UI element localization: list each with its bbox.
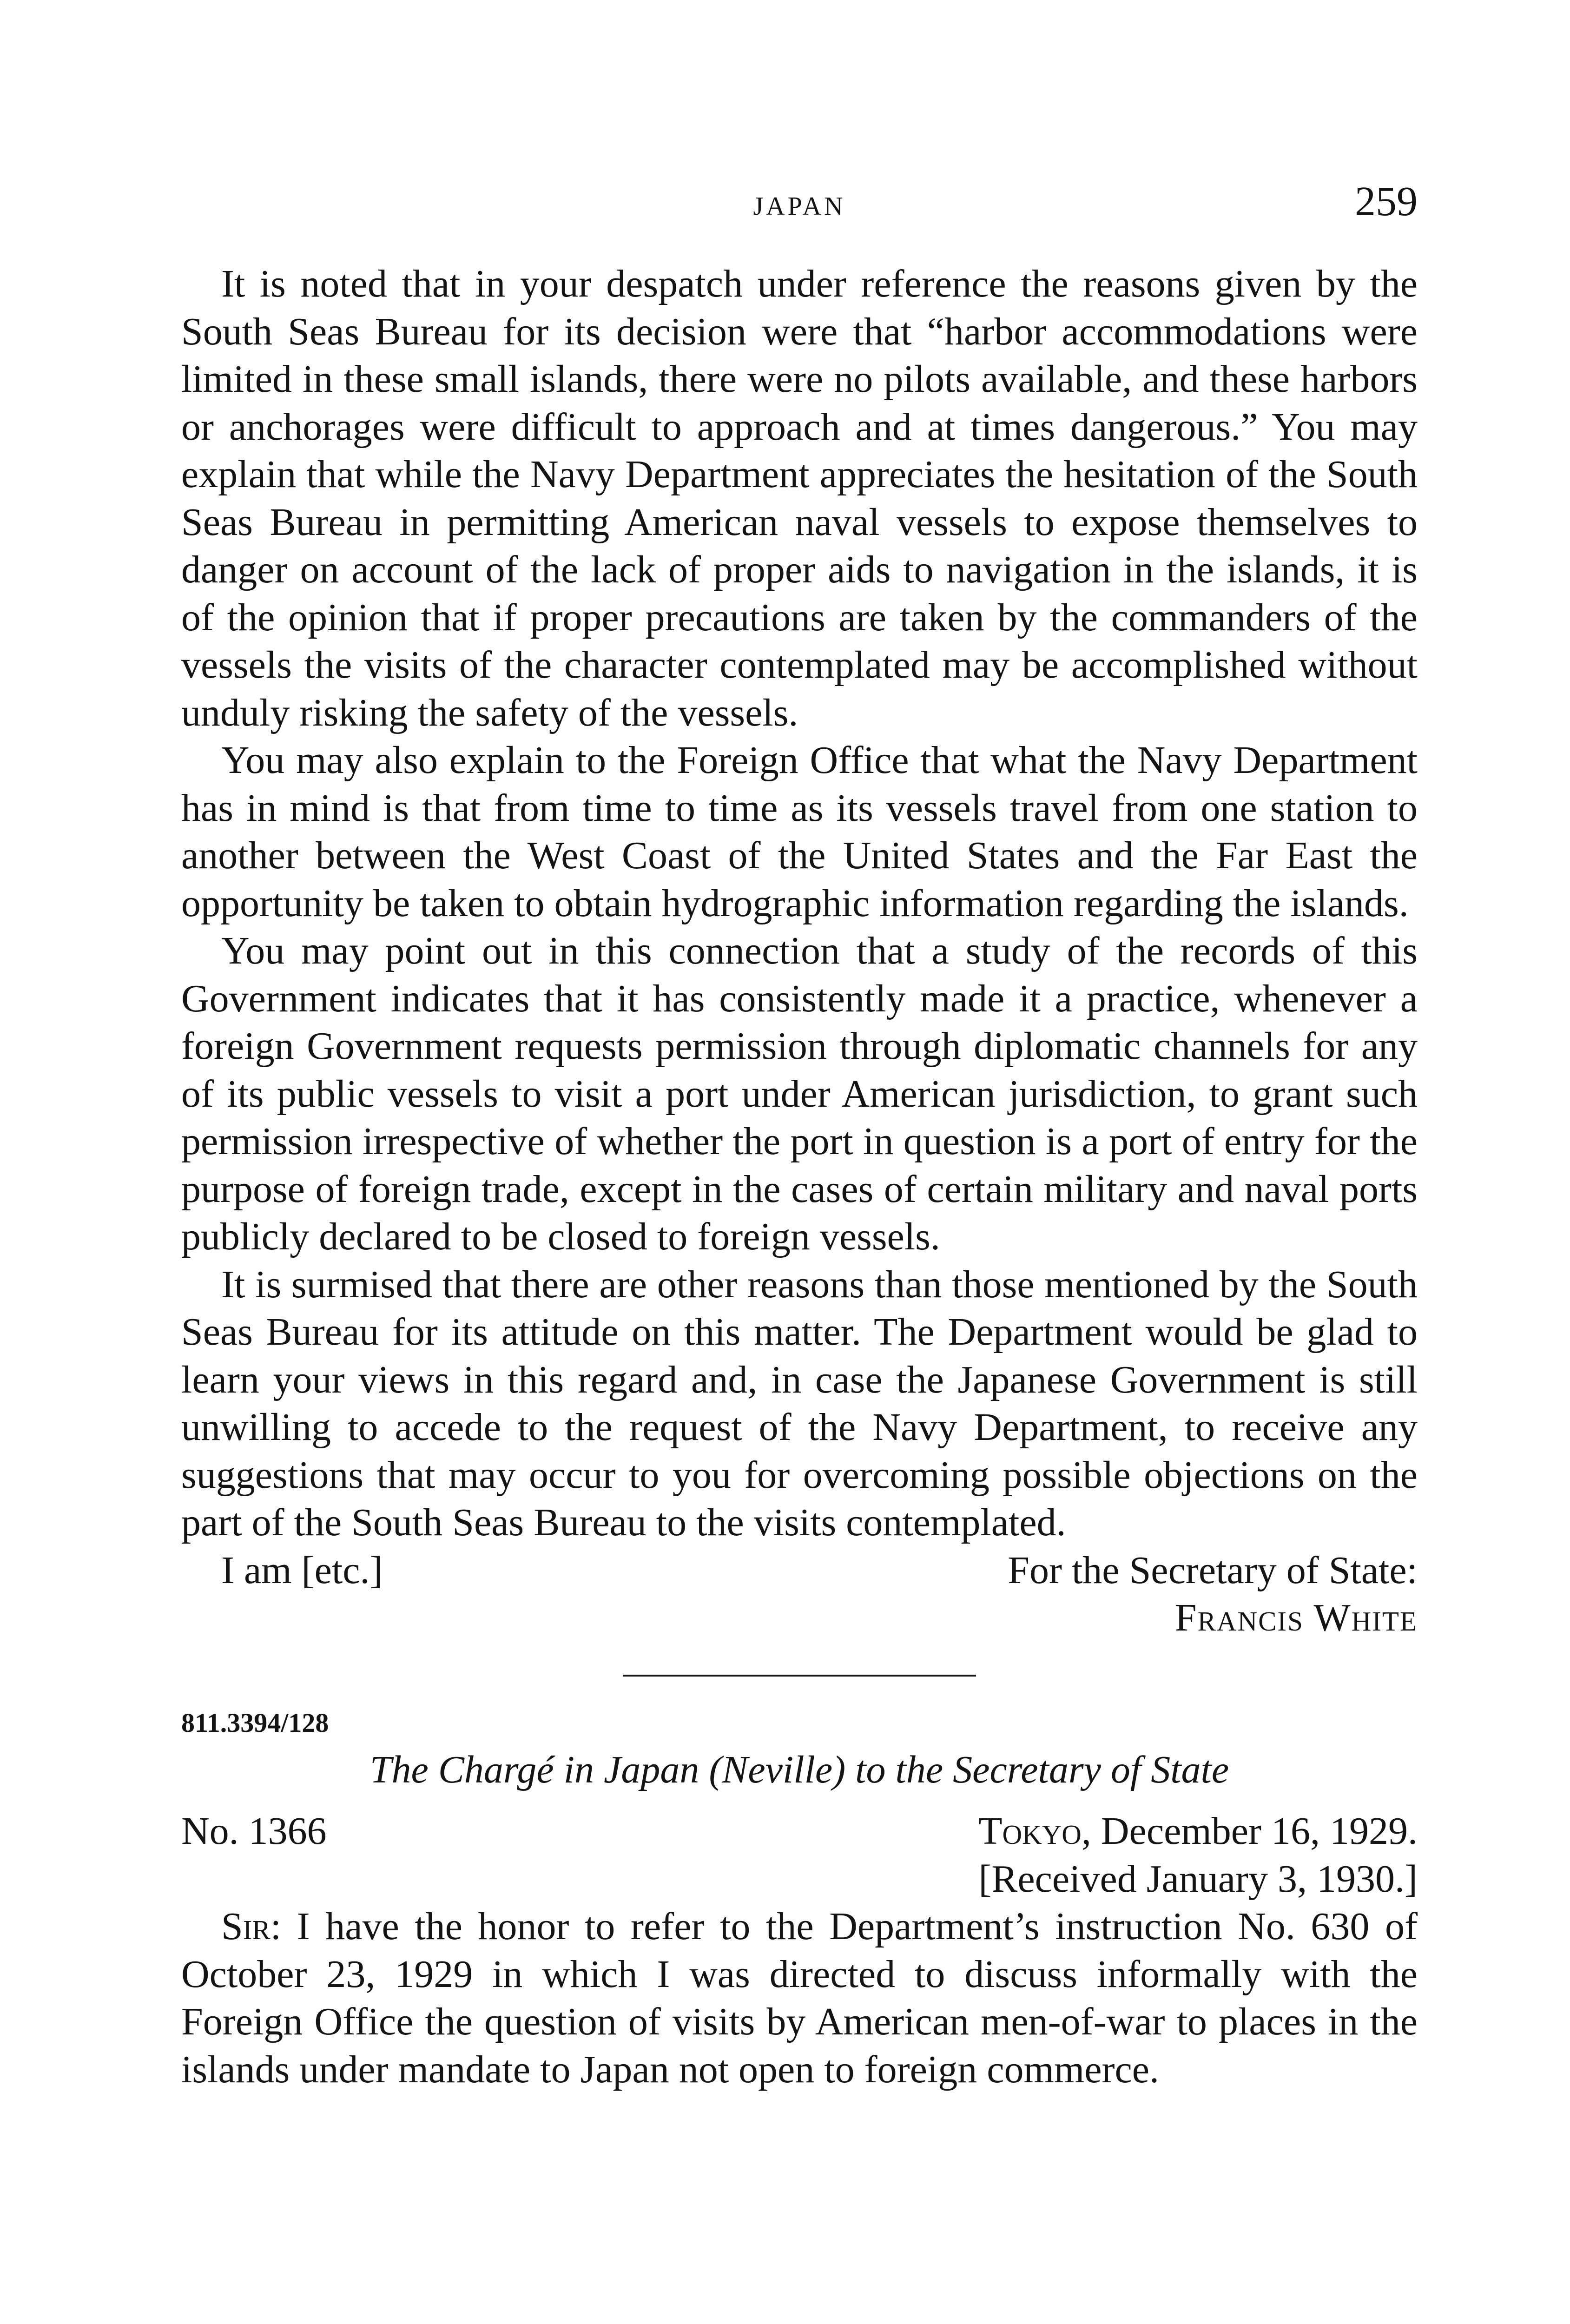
dispatch-date: , December 16, 1929. — [1081, 1809, 1418, 1853]
paragraph-government-practice: You may point out in this connection that a study of the records of this Government indicates that it has consistently made it a practice, whenever a foreign Government requests permission through diplomatic channels for any of its public vessels to visit a port under American jurisdiction, to grant such permission irrespective of whether the port in question is a port of entry for the purpose of foreign trade, except in the cases of certain military and naval ports publicly declared to be closed to foreign vessels. — [181, 929, 1418, 1258]
closing-row — [181, 1547, 1418, 1595]
salutation: Sir — [221, 1905, 270, 1948]
received-date: [Received January 3, 1930.] — [978, 1857, 1418, 1901]
dispatch-meta-row — [181, 1808, 1418, 1855]
file-number: 811.3394/128 — [181, 1707, 329, 1738]
signature: Francis White — [1174, 1596, 1418, 1639]
dispatch-dateline — [978, 1808, 1418, 1855]
closing-left: I am [etc.] — [221, 1548, 383, 1592]
page-number: 259 — [1355, 178, 1418, 224]
document-title: The Chargé in Japan (Neville) to the Secretary of State — [369, 1748, 1229, 1791]
dispatch-place: Tokyo — [978, 1809, 1082, 1853]
page-header — [181, 173, 1418, 238]
paragraph-opening — [181, 1903, 1418, 2093]
running-head: JAPAN — [753, 192, 846, 221]
closing-right: For the Secretary of State: — [1008, 1548, 1418, 1592]
section-divider — [623, 1675, 976, 1677]
paragraph-surmised-reasons: It is surmised that there are other reasons than those mentioned by the South Seas Bureau for its attitude on this matter. The Department would be glad to learn your views in this regard and, in case the Japanese Government is still unwilling to accede to the request of the Navy Department, to receive any suggestions that may occur to you for overcoming possible objections on the part of the South Seas Bureau to the visits contemplated. — [181, 1262, 1418, 1544]
paragraph-navy-intent: You may also explain to the Foreign Office that what the Navy Department has in mind is that from time to time as its vessels travel from one station to another between the West Coast of the United States and the Far East the opportunity be taken to obtain hydrographic information regarding the islands. — [181, 739, 1418, 925]
page-body — [181, 260, 1418, 2093]
paragraph-hydrographic-reasons: It is noted that in your despatch under reference the reasons given by the South Seas Bureau for its decision were that “harbor accommodations were limited in these small islands, there were no pilots available, and these harbors or anchorages were difficult to approach and at times dangerous.” You may explain that while the Navy Department appreciates the hesitation of the South Seas Bureau in permitting American naval vessels to expose themselves to danger on account of the lack of proper aids to navigation in the islands, it is of the opinion that if proper precautions are taken by the commanders of the vessels the visits of the character contemplated may be accomplished without unduly risking the safety of the vessels. — [181, 262, 1418, 734]
opening-text: : I have the honor to refer to the Department’s instruction No. 630 of October 23, 1929 in which I was directed to discuss informally with the Foreign Office the question of visits by American men-of-war to places in the islands under mandate to Japan not open to foreign commerce. — [181, 1905, 1418, 2091]
dispatch-number: No. 1366 — [181, 1809, 327, 1853]
